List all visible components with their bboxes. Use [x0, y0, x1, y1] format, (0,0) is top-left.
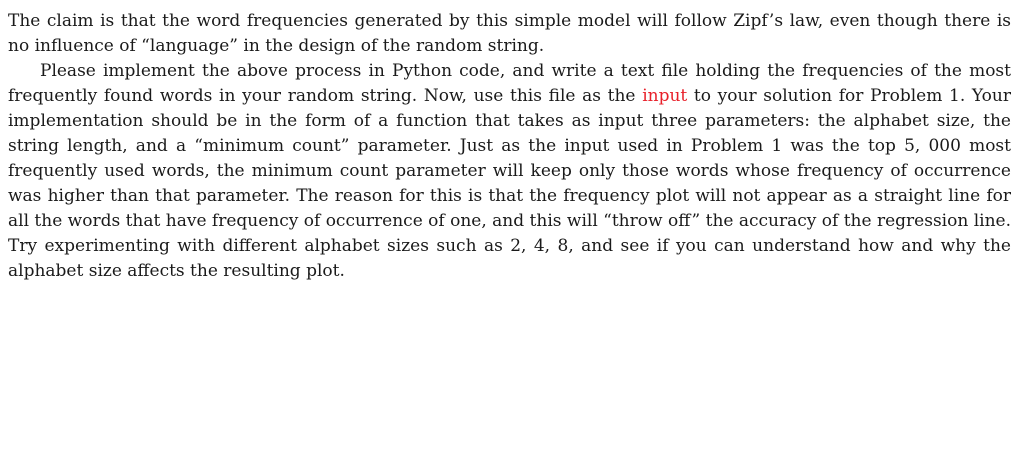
input-link[interactable]: input [642, 86, 688, 106]
instructions-text-end: to your solution for Problem 1. Your implementation should be in the form of a function that takes as input three parameters: the alphabet size, the string length, and a “minimum count” parameter. Just as the input used in Problem 1 was the top 5, 000 most frequently used words, the minimum count parameter will keep only those words whose frequency of occurrence was higher than that parameter. The reason for this is that the frequency plot will not appear as a straight line for all the words that have frequency of occurrence of one, and this will “throw off” the accuracy of the regression line. Try experimenting with different alphabet sizes such as 2, 4, 8, and see if you can understand how and why the alphabet size affects the resulting plot. [8, 86, 1011, 281]
instructions-text-start: Please implement the above process in Python code, and write a text file holding the frequencies of the most frequently found words in your random string. Now, use this file as the [8, 61, 1011, 106]
paragraph-instructions [8, 59, 1011, 284]
document-body [8, 9, 1011, 284]
paragraph-zipf-claim: The claim is that the word frequencies generated by this simple model will follow Zipf’s law, even though there is no influence of “language” in the design of the random string. [8, 11, 1011, 56]
